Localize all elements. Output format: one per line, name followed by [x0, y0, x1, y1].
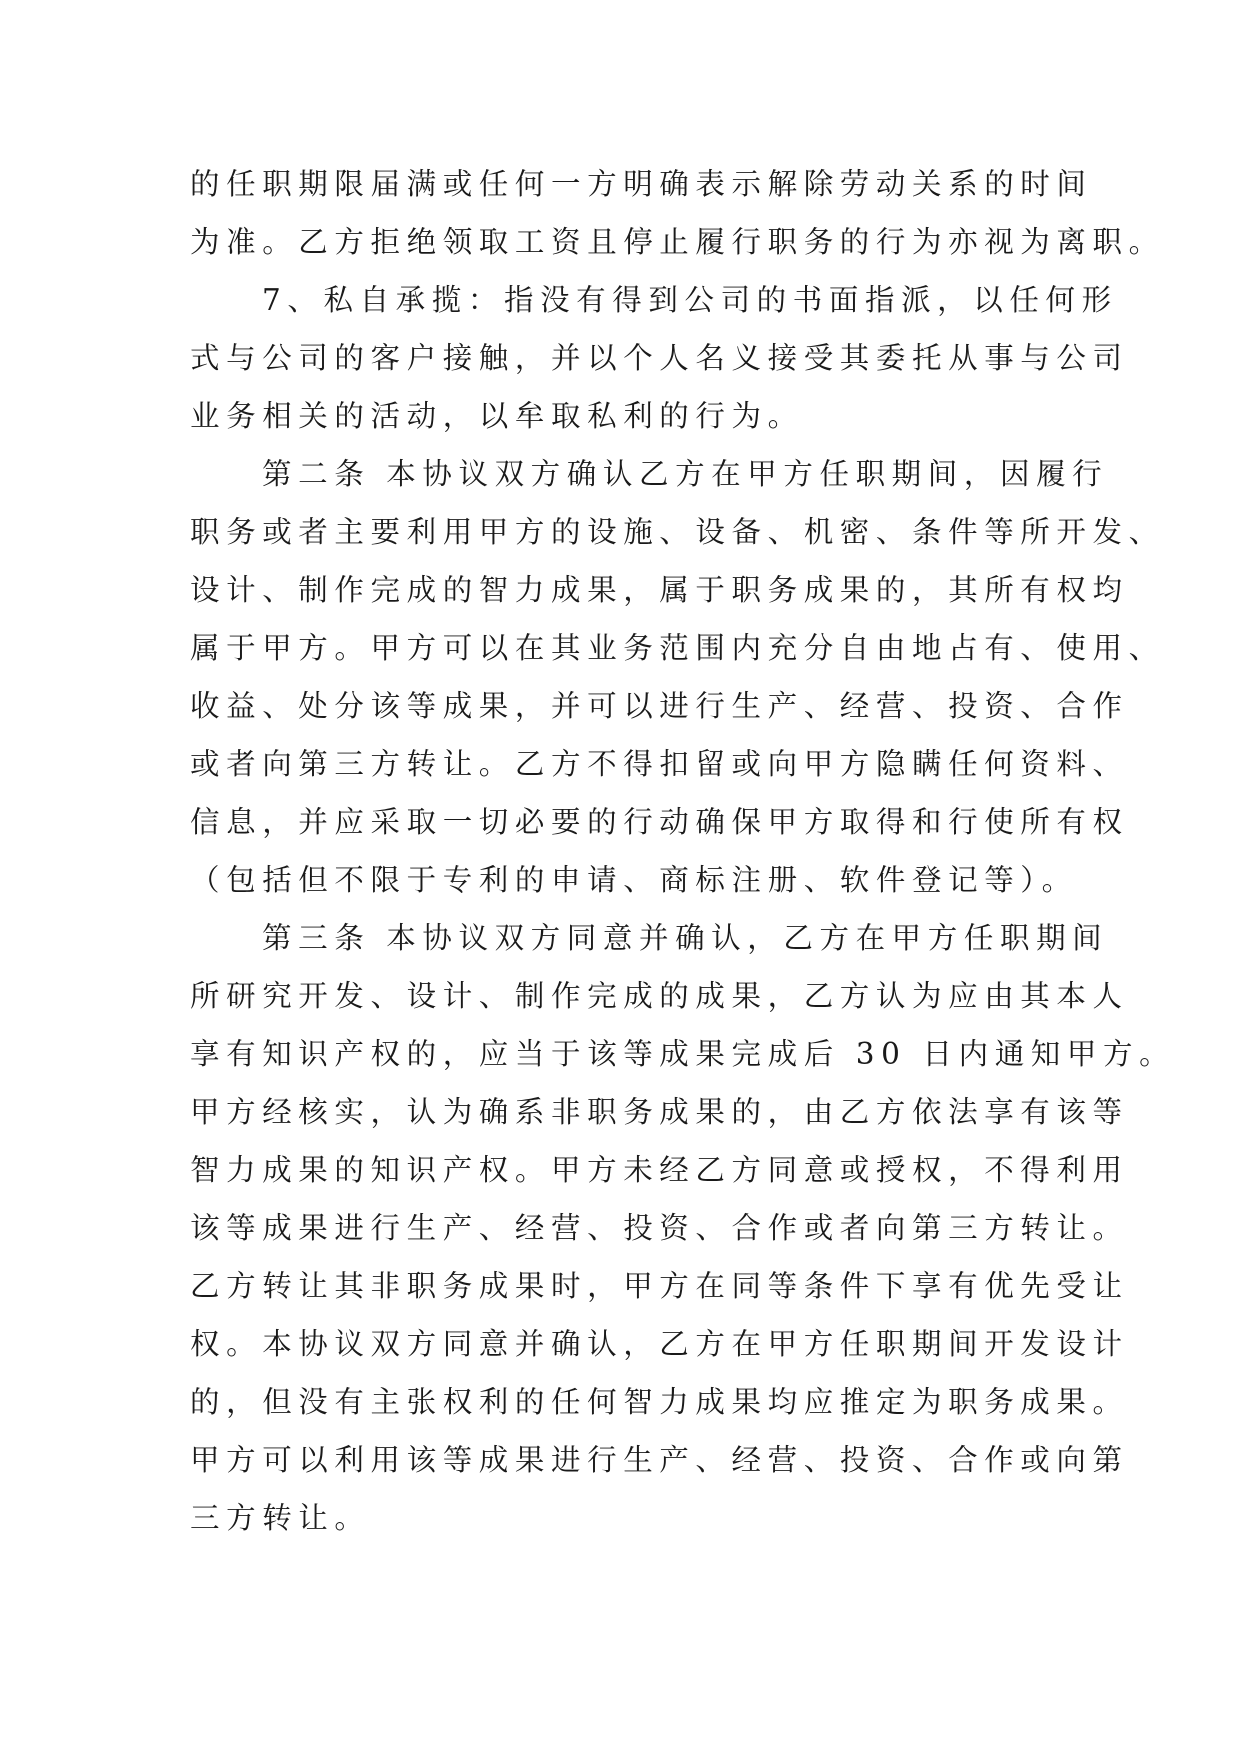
text-line: 7、私自承揽：指没有得到公司的书面指派，以任何形: [262, 283, 1118, 317]
text-line: 的，但没有主张权利的任何智力成果均应推定为职务成果。: [190, 1385, 1129, 1419]
text-line: 智力成果的知识产权。甲方未经乙方同意或授权，不得利用: [190, 1153, 1129, 1187]
text-line: 职务或者主要利用甲方的设施、设备、机密、条件等所开发、: [190, 515, 1165, 549]
text-line: 第三条 本协议双方同意并确认，乙方在甲方任职期间: [262, 921, 1109, 955]
text-line: 或者向第三方转让。乙方不得扣留或向甲方隐瞒任何资料、: [190, 747, 1129, 781]
text-line: 甲方可以利用该等成果进行生产、经营、投资、合作或向第: [190, 1443, 1129, 1477]
text-line: 属于甲方。甲方可以在其业务范围内充分自由地占有、使用、: [190, 631, 1165, 665]
text-line: 该等成果进行生产、经营、投资、合作或者向第三方转让。: [190, 1211, 1129, 1245]
text-line: 的任职期限届满或任何一方明确表示解除劳动关系的时间: [190, 167, 1093, 201]
text-line: 权。本协议双方同意并确认，乙方在甲方任职期间开发设计: [190, 1327, 1129, 1361]
text-line: 收益、处分该等成果，并可以进行生产、经营、投资、合作: [190, 689, 1129, 723]
text-line: 设计、制作完成的智力成果，属于职务成果的，其所有权均: [190, 573, 1129, 607]
text-line: 享有知识产权的，应当于该等成果完成后 30 日内通知甲方。: [190, 1037, 1176, 1071]
text-line: 信息，并应采取一切必要的行动确保甲方取得和行使所有权: [190, 805, 1129, 839]
text-line: 三方转让。: [190, 1501, 371, 1535]
text-line: （包括但不限于专利的申请、商标注册、软件登记等）。: [190, 863, 1078, 897]
text-line: 甲方经核实，认为确系非职务成果的，由乙方依法享有该等: [190, 1095, 1129, 1129]
text-line: 第二条 本协议双方确认乙方在甲方任职期间，因履行: [262, 457, 1109, 491]
text-line: 所研究开发、设计、制作完成的成果，乙方认为应由其本人: [190, 979, 1129, 1013]
text-line: 乙方转让其非职务成果时，甲方在同等条件下享有优先受让: [190, 1269, 1129, 1303]
text-line: 为准。乙方拒绝领取工资且停止履行职务的行为亦视为离职。: [190, 225, 1165, 259]
text-line: 式与公司的客户接触，并以个人名义接受其委托从事与公司: [190, 341, 1129, 375]
text-line: 业务相关的活动，以牟取私利的行为。: [190, 399, 804, 433]
document-body: [190, 155, 1176, 1547]
